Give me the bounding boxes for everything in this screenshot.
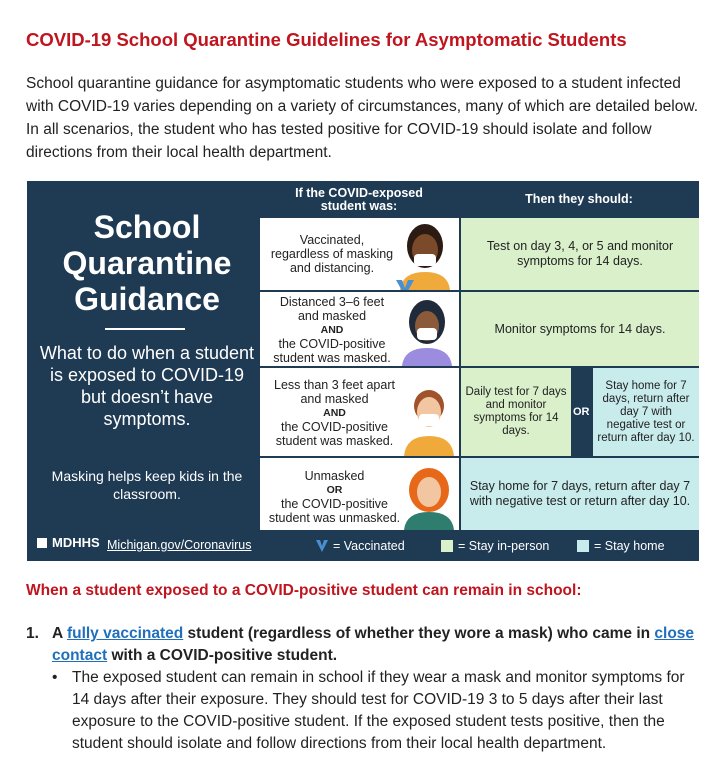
infographic-title: School Quarantine Guidance: [62, 209, 232, 317]
row2-condition: Distanced 3–6 feet and masked AND the COVID-positive student was masked.: [260, 292, 459, 366]
quarantine-infographic: [27, 181, 699, 561]
row3-action-test: Daily test for 7 days and monitor symptoms for 14 days.: [461, 368, 571, 456]
row3-action-home: Stay home for 7 days, return after day 7 with negative test or return after day 10.: [593, 368, 699, 456]
close-contact-link[interactable]: close contact: [52, 625, 695, 664]
action-column-header: Then they should:: [525, 192, 633, 206]
list-item-1: 1. A fully vaccinated student (regardless of whether they wore a mask) who came in close contact with a COVID-positive student.: [26, 625, 695, 664]
fully-vaccinated-link[interactable]: fully vaccinated: [66, 625, 184, 642]
page-title: COVID-19 School Quarantine Guidelines for Asymptomatic Students: [26, 29, 627, 50]
row4-action: Stay home for 7 days, return after day 7 with negative test or return after day 10.: [461, 458, 699, 530]
vaccinated-student-avatar: [392, 220, 458, 290]
row1-condition: Vaccinated, regardless of masking and distancing.: [260, 218, 459, 290]
coronavirus-link[interactable]: Michigan.gov/Coronavirus: [107, 538, 252, 552]
list-item-1-bullet: • The exposed student can remain in school if they wear a mask and monitor symptoms for 14 days after their exposure. They should test for COVID-19 3 to 5 days after their last exposure to the COVID-positive student. If the exposed student tests positive, then the student should isolate and follow directions from their local health department.: [52, 669, 685, 752]
row3-condition: Less than 3 feet apart and masked AND the COVID-positive student was masked.: [260, 368, 459, 456]
section-heading: When a student exposed to a COVID-positive student can remain in school:: [26, 582, 582, 599]
legend-stay-in-person: = Stay in-person: [441, 535, 549, 557]
row2-action: Monitor symptoms for 14 days.: [461, 292, 699, 366]
vaccinated-badge-icon: [315, 539, 329, 553]
row3-or-label: OR: [573, 406, 590, 418]
masking-note: Masking helps keep kids in the classroom.: [51, 468, 243, 502]
michigan-icon: [35, 536, 49, 550]
legend-stay-home: = Stay home: [577, 535, 665, 557]
condition-column-header: If the COVID-exposed student was:: [295, 186, 423, 213]
intro-paragraph: School quarantine guidance for asymptomatic students who were exposed to a student infected with COVID-19 varies depending on a variety of circumstances, many of which are detailed below. In all scenarios, the student who has tested positive for COVID-19 should isolate and follow directions from their local health department.: [26, 75, 699, 161]
legend-vaccinated: = Vaccinated: [315, 535, 405, 557]
infographic-subtitle: What to do when a student is exposed to COVID-19 but doesn’t have symptoms.: [39, 343, 255, 429]
masked-student-avatar-2: [402, 382, 456, 456]
unmasked-student-avatar: [402, 466, 456, 530]
row1-action: Test on day 3, 4, or 5 and monitor symptoms for 14 days.: [461, 218, 699, 290]
row4-condition: Unmasked OR the COVID-positive student was unmasked.: [260, 458, 459, 530]
masked-student-avatar: [398, 296, 456, 366]
title-divider: [105, 328, 185, 330]
mdhhs-logo: MDHHS: [35, 535, 100, 550]
